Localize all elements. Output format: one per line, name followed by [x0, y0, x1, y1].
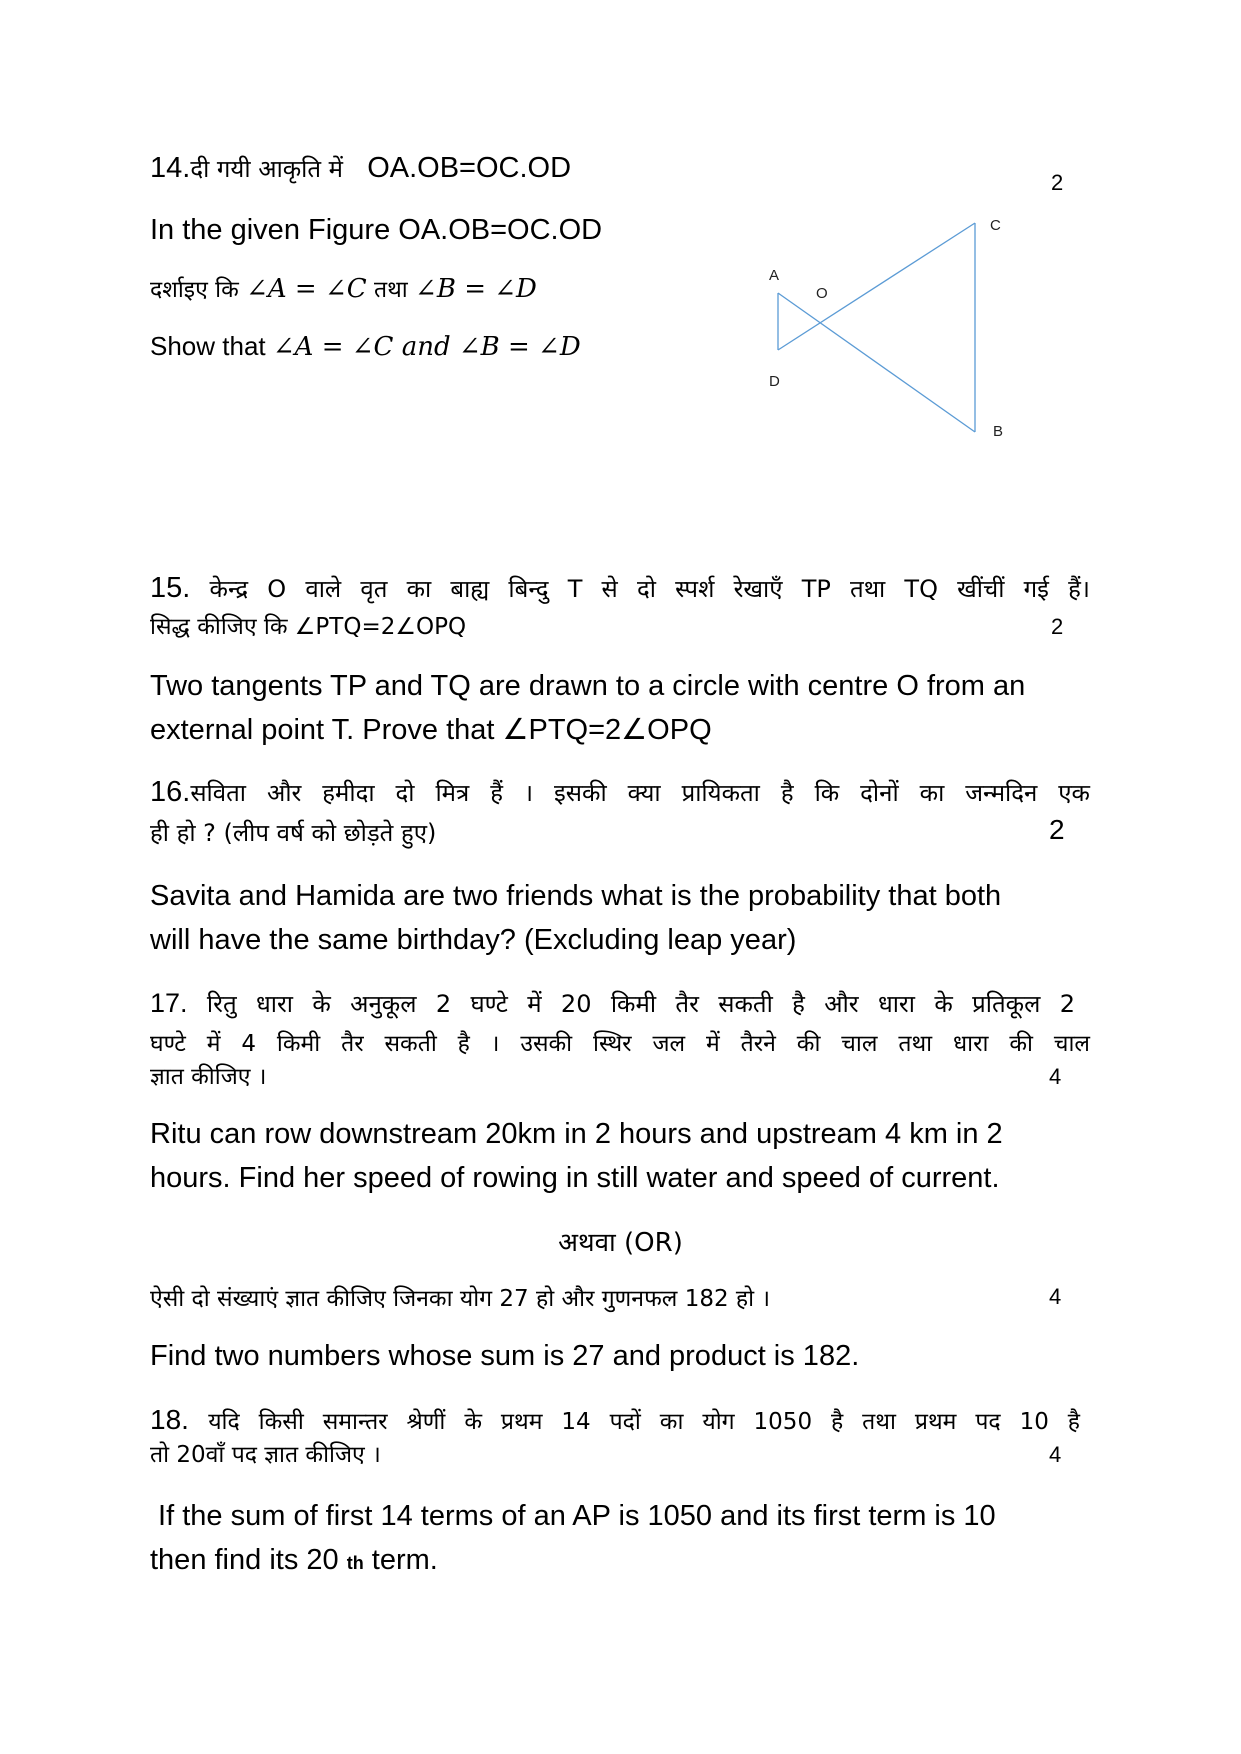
q18-english-superscript-th: th [346, 1553, 364, 1573]
q15-marks: 2 [1051, 614, 1064, 639]
q16-english-line-2: will have the same birthday? (Excluding leap year) [150, 924, 797, 956]
q15-english-line-2: external point T. Prove that ∠PTQ=2∠OPQ [150, 714, 712, 746]
q18-english-line-1: If the sum of first 14 terms of an AP is 1050 and its first term is 10 [150, 1500, 996, 1532]
figure-label-A: A [769, 267, 780, 284]
q15-hindi-line-2: सिद्ध कीजिए कि ∠PTQ=2∠OPQ [150, 614, 467, 640]
q14-number: 14. [150, 152, 191, 184]
q18-hindi-line-1-text: यदि किसी समान्तर श्रेणीं के प्रथम 14 पदों का योग 1050 है तथा प्रथम पद 10 है [208, 1409, 1080, 1435]
q15-english-line-1: Two tangents TP and TQ are drawn to a circle with centre O from an [150, 670, 1026, 702]
q17-number: 17. [150, 988, 188, 1018]
q14-hindi-show-text: दर्शाइए कि [150, 277, 239, 303]
q14-english-line: In the given Figure OA.OB=OC.OD [150, 214, 603, 246]
q17-hindi-line-1 [150, 981, 1075, 1025]
q14-hindi-show-line [150, 270, 537, 309]
q14-hindi-line [150, 146, 571, 190]
q16-hindi-block [150, 770, 1090, 814]
q17-hindi-line-3: ज्ञात कीजिए । [150, 1064, 267, 1090]
q14-english-show-line [150, 324, 581, 369]
q15-hindi-line-1-text: केन्द्र O वाले वृत का बाह्य बिन्दु T से दो स्पर्श रेखाएँ TP तथा TQ खींचीं गई हैं। [209, 575, 1090, 603]
q16-hindi-line-1 [150, 770, 1090, 814]
q16-hindi-line-2: ही हो ? (लीप वर्ष को छोड़ते हुए) [150, 819, 437, 847]
q15-hindi-line-1 [150, 566, 1090, 610]
q17-hindi-line-2: घण्टे में 4 किमी तैर सकती है । उसकी स्थिर जल में तैरने की चाल तथा धारा की चाल [150, 1031, 1090, 1057]
figure-label-C: C [990, 217, 1001, 234]
q14-hindi-equation: OA.OB=OC.OD [367, 152, 572, 184]
q17-english-line-2: hours. Find her speed of rowing in still water and speed of current. [150, 1162, 1000, 1194]
q16-hindi-line-1-text: सविता और हमीदा दो मित्र हैं । इसकी क्या प्रायिकता है कि दोनों का जन्मदिन एक [190, 779, 1090, 807]
figure-line-AB [778, 293, 975, 432]
figure-line-DC [778, 223, 975, 350]
q18-marks: 4 [1049, 1442, 1062, 1467]
q14-english-angles: ∠A = ∠C and ∠B = ∠D [272, 332, 581, 362]
q18-number: 18. [150, 1404, 189, 1435]
q14-hindi-and: तथा [373, 277, 408, 303]
q18-english-line-2-pre: then find its 20 [150, 1544, 339, 1576]
q17-marks: 4 [1049, 1064, 1062, 1089]
q18-english-line-2-post: term. [363, 1544, 438, 1576]
q15-number: 15. [150, 572, 191, 604]
q17-alt-marks: 4 [1049, 1284, 1062, 1309]
figure-label-B: B [993, 423, 1004, 440]
q17-alt-hindi: ऐसी दो संख्याएं ज्ञात कीजिए जिनका योग 27 हो और गुणनफल 182 हो । [150, 1286, 771, 1312]
q14-hindi-text: दी गयी आकृति में [190, 155, 344, 183]
figure-label-O: O [816, 285, 828, 302]
q14-hindi-angle-eq-1: ∠A = ∠C [246, 274, 367, 304]
q14-english-show-text: Show that [150, 331, 266, 361]
q18-hindi-line-2: तो 20वाँ पद ज्ञात कीजिए । [150, 1442, 381, 1468]
q14-hindi-angle-eq-2: ∠B = ∠D [415, 274, 537, 304]
q14-marks: 2 [1051, 170, 1064, 195]
q16-number: 16. [150, 776, 191, 808]
q17-hindi-block [150, 981, 1090, 1063]
q18-english-line-2 [150, 1538, 438, 1585]
q14-figure [760, 210, 1020, 440]
q17-hindi-line-1-text: रितु धारा के अनुकूल 2 घण्टे में 20 किमी तैर सकती है और धारा के प्रतिकूल 2 [206, 990, 1075, 1018]
figure-label-D: D [769, 373, 780, 390]
q17-or-label: अथवा (OR) [558, 1228, 683, 1258]
q17-english-line-1: Ritu can row downstream 20km in 2 hours and upstream 4 km in 2 [150, 1118, 1003, 1150]
q15-hindi-block [150, 566, 1090, 610]
q17-alt-english: Find two numbers whose sum is 27 and product is 182. [150, 1340, 860, 1372]
q16-marks: 2 [1049, 814, 1065, 845]
q16-english-line-1: Savita and Hamida are two friends what is the probability that both [150, 880, 1002, 912]
